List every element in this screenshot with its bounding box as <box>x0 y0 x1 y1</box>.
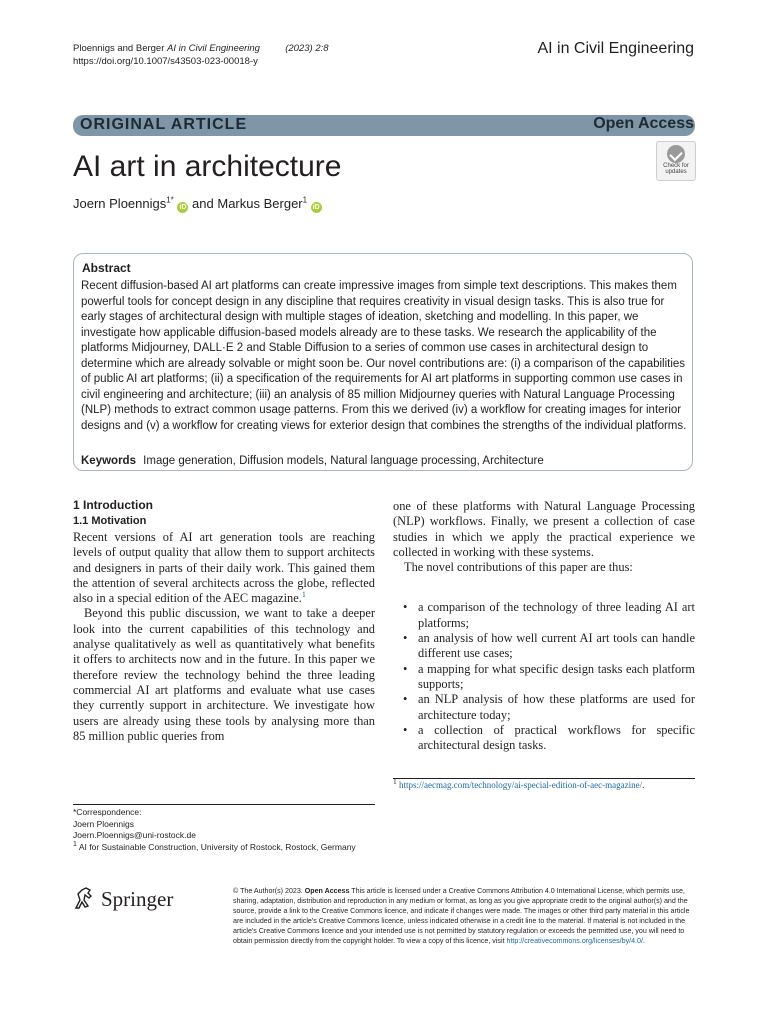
subsection-heading: 1.1 Motivation <box>73 515 147 527</box>
open-access-label: Open Access <box>593 115 694 132</box>
citation-authors: Ploennigs and Berger <box>73 43 165 54</box>
correspondence-email[interactable]: Joern.Ploennigs@uni-rostock.de <box>73 830 196 840</box>
abstract-heading: Abstract <box>82 261 131 275</box>
body-column-right <box>393 499 695 753</box>
keywords-list: Image generation, Diffusion models, Natural language processing, Architecture <box>143 455 544 467</box>
check-badge-line2: updates <box>665 169 687 175</box>
body-column-left <box>73 530 375 744</box>
list-item: • an analysis of how well current AI art tools can handle different use cases; <box>393 631 695 662</box>
list-item: • a comparison of the technology of three leading AI art platforms; <box>393 600 695 631</box>
correspondence-divider <box>73 804 375 805</box>
citation-year-volume: (2023) 2:8 <box>285 43 329 54</box>
author-connector: and <box>192 196 214 211</box>
footnote <box>393 777 645 790</box>
correspondence-block <box>73 807 356 853</box>
paragraph-1-text: Recent versions of AI art generation tools are reaching levels of output quality that allow them to support architects and designers in parts of their daily work. This gained them the attention of several architects across the globe, reflected also in a special edition of the AEC magazine. <box>73 530 375 606</box>
section-heading: 1 Introduction <box>73 498 153 512</box>
footnote-number: 1 <box>393 777 397 786</box>
article-type-label: ORIGINAL ARTICLE <box>80 116 248 133</box>
article-title: AI art in architecture <box>73 150 342 183</box>
footnote-ref[interactable]: 1 <box>301 590 306 600</box>
contributions-list <box>393 600 695 753</box>
check-badge-line1: Check for <box>663 163 689 169</box>
keywords <box>81 455 544 467</box>
affiliation <box>73 839 356 854</box>
affiliation-text: AI for Sustainable Construction, University of Rostock, Rostock, Germany <box>78 841 356 852</box>
check-for-updates-badge[interactable] <box>656 141 696 181</box>
orcid-icon[interactable]: iD <box>179 204 187 211</box>
doi-link[interactable]: https://doi.org/10.1007/s43503-023-00018-y <box>73 56 258 67</box>
license-open-access: Open Access <box>304 887 350 895</box>
author-2[interactable]: Markus Berger <box>217 196 303 211</box>
list-item: • a collection of practical workflows for specific architectural design tasks. <box>393 723 695 754</box>
license-end: . <box>642 936 645 945</box>
paragraph-2-continued: one of these platforms with Natural Language Processing (NLP) workflows. Finally, we present a collection of case studies in which we apply the practical experience we collected in working with these systems. <box>393 499 695 559</box>
license-link[interactable]: http://creativecommons.org/licenses/by/4.0/ <box>506 936 643 945</box>
citation-journal: AI in Civil Engineering <box>167 43 260 54</box>
springer-horse-icon <box>73 886 95 910</box>
author-1-sup: 1* <box>166 195 174 205</box>
paragraph-2: Beyond this public discussion, we want to take a deeper look into the current capabilities of this technology and analyse qualitatively as well as quantitatively what benefits it offers to architects now and in the future. In this paper we therefore review the technology behind the three leading commercial AI art platforms and evaluate what use cases they currently support in architecture. We investigate how users are already using these tools by analysing more than 85 million public queries from <box>73 606 375 743</box>
list-item: • an NLP analysis of how these platforms are used for architecture today; <box>393 692 695 723</box>
author-line <box>73 196 322 213</box>
affiliation-number: 1 <box>73 839 77 848</box>
running-header <box>73 42 329 68</box>
footnote-end: . <box>642 780 645 790</box>
publisher-name: Springer <box>101 887 174 911</box>
footnote-link[interactable]: https://aecmag.com/technology/ai-special-edition-of-aec-magazine/ <box>399 780 643 790</box>
orcid-icon[interactable]: iD <box>312 204 320 211</box>
springer-logo[interactable] <box>73 886 173 912</box>
license-body: This article is licensed under a Creative Commons Attribution 4.0 International License, which permits use, sharing, adaptation, distribution and reproduction in any medium or format, as long as you give appropriate credit to the original author(s) and the source, provide a link to the Creative Commons licence, and indicate if changes were made. The images or other third party material in this article are included in the article's Creative Commons licence, unless indicated otherwise in a credit line to the material. If material is not included in the article's Creative Commons licence and your intended use is not permitted by statutory regulation or exceeds the permitted use, you will need to obtain permission directly from the copyright holder. To view a copy of this licence, visit <box>233 887 690 945</box>
author-1[interactable]: Joern Ploennigs <box>73 196 167 211</box>
check-icon <box>667 145 685 163</box>
keywords-label: Keywords <box>81 455 136 467</box>
list-item: • a mapping for what specific design tasks each platform supports; <box>393 662 695 693</box>
author-2-sup: 1 <box>302 195 308 205</box>
footnote-divider <box>393 778 695 779</box>
correspondence-name: Joern Ploennigs <box>73 818 134 829</box>
paragraph-3: The novel contributions of this paper are thus: <box>404 560 633 575</box>
paragraph-1 <box>73 530 375 606</box>
license-text <box>233 887 695 946</box>
abstract-text: Recent diffusion-based AI art platforms can create impressive images from simple text descriptions. This makes them powerful tools for concept design in any discipline that requires creativity in visual design tasks. This is also true for early stages of architectural design with multiple stages of ideation, sketching and modelling. In this paper, we investigate how applicable diffusion-based models already are to these tasks. We research the applicability of the platforms Midjourney, DALL·E 2 and Stable Diffusion to a series of common use cases in architectural design to determine which are already solvable or might soon be. Our novel contributions are: (i) a comparison of the capabilities of public AI art platforms; (ii) a specification of the requirements for AI art platforms in supporting common use cases in civil engineering and architecture; (iii) an analysis of 85 million Midjourney queries with Natural Language Processing (NLP) methods to extract common usage patterns. From this we derived (iv) a workflow for creating images for interior designs and (v) a workflow for creating views for exterior design that combines the strengths of the individual platforms. <box>81 280 687 432</box>
journal-name: AI in Civil Engineering <box>537 40 694 57</box>
correspondence-label: *Correspondence: <box>73 807 142 817</box>
license-copyright: © The Author(s) 2023. <box>233 887 303 895</box>
